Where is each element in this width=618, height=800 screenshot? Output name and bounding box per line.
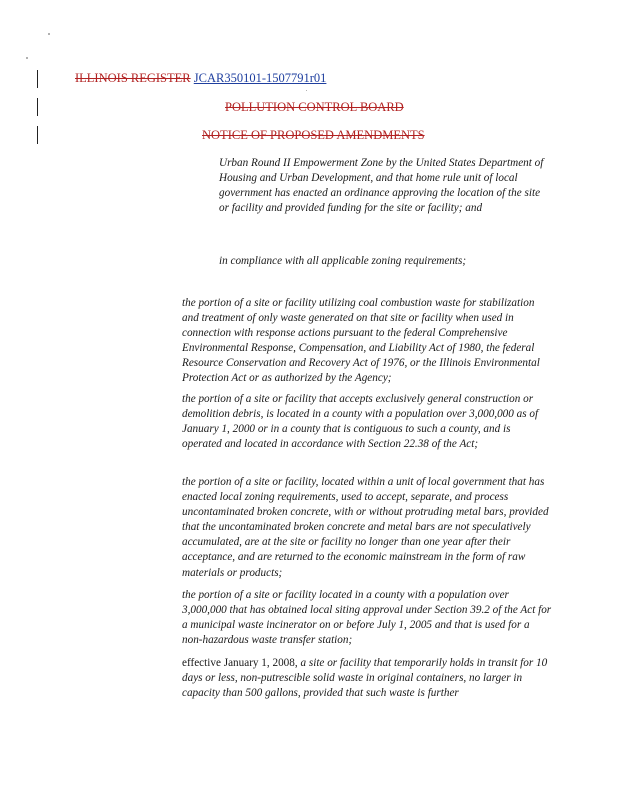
notice-title: NOTICE OF PROPOSED AMENDMENTS xyxy=(202,128,425,142)
change-bar xyxy=(37,98,38,116)
scan-speck xyxy=(306,90,307,91)
agency-title: POLLUTION CONTROL BOARD xyxy=(225,100,404,114)
paragraph-zoning-compliance: in compliance with all applicable zoning requirements; xyxy=(219,255,467,267)
paragraph-transfer-station: the portion of a site or facility located in a county with a population over 3,000,000 that has obtained local siting approval under Section 39.2 of the Act for a municipal waste incinerator on or before July 1, 2005 and that is used for a non-hazardous waste transfer station; xyxy=(182,589,552,647)
change-bar xyxy=(37,126,38,144)
scan-speck xyxy=(26,57,28,59)
paragraph-empowerment-zone: Urban Round II Empowerment Zone by the United States Department of Housing and Urban Development, and that home rule unit of local government has enacted an ordinance approving the location of the site or facility and provided funding for the site or facility; and xyxy=(219,157,544,215)
doc-id-link[interactable]: JCAR350101-1507791r01 xyxy=(193,71,327,85)
paragraph-temporary-holding xyxy=(182,656,552,701)
paragraph-coal-combustion: the portion of a site or facility utilizing coal combustion waste for stabilization and treatment of only waste generated on that site or facility when used in connection with response actions pursuant to the federal Comprehensive Environmental Response, Compensation, and Liability Act of 1980, the federal Resource Conservation and Recovery Act of 1976, or the Illinois Environmental Protection Act or as authorized by the Agency; xyxy=(182,297,540,385)
register-label: ILLINOIS REGISTER xyxy=(75,71,191,85)
change-bar xyxy=(37,70,38,88)
register-header xyxy=(75,71,326,86)
effective-date-text: effective January 1, 2008, xyxy=(182,657,298,669)
paragraph-broken-concrete: the portion of a site or facility, located within a unit of local government that has enacted local zoning requirements, used to accept, separate, and process uncontaminated broken concrete, with or without protruding metal bars, provided that the uncontaminated broken concrete and metal bars are not speculatively accumulated, are at the site or facility no longer than one year after their acceptance, and are returned to the economic mainstream in the form of raw materials or products; xyxy=(182,476,549,579)
temporary-holding-text: a site or facility that temporarily holds in transit for 10 days or less, non-putrescible solid waste in original containers, no larger in capacity than 500 gallons, provided that such waste is further xyxy=(182,657,548,700)
paragraph-construction-debris: the portion of a site or facility that accepts exclusively general construction or demolition debris, is located in a county with a population over 3,000,000 as of January 1, 2000 or in a county that is contiguous to such a county, and is operated and located in accordance with Section 22.38 of the Act; xyxy=(182,393,539,451)
scan-speck xyxy=(48,33,50,35)
